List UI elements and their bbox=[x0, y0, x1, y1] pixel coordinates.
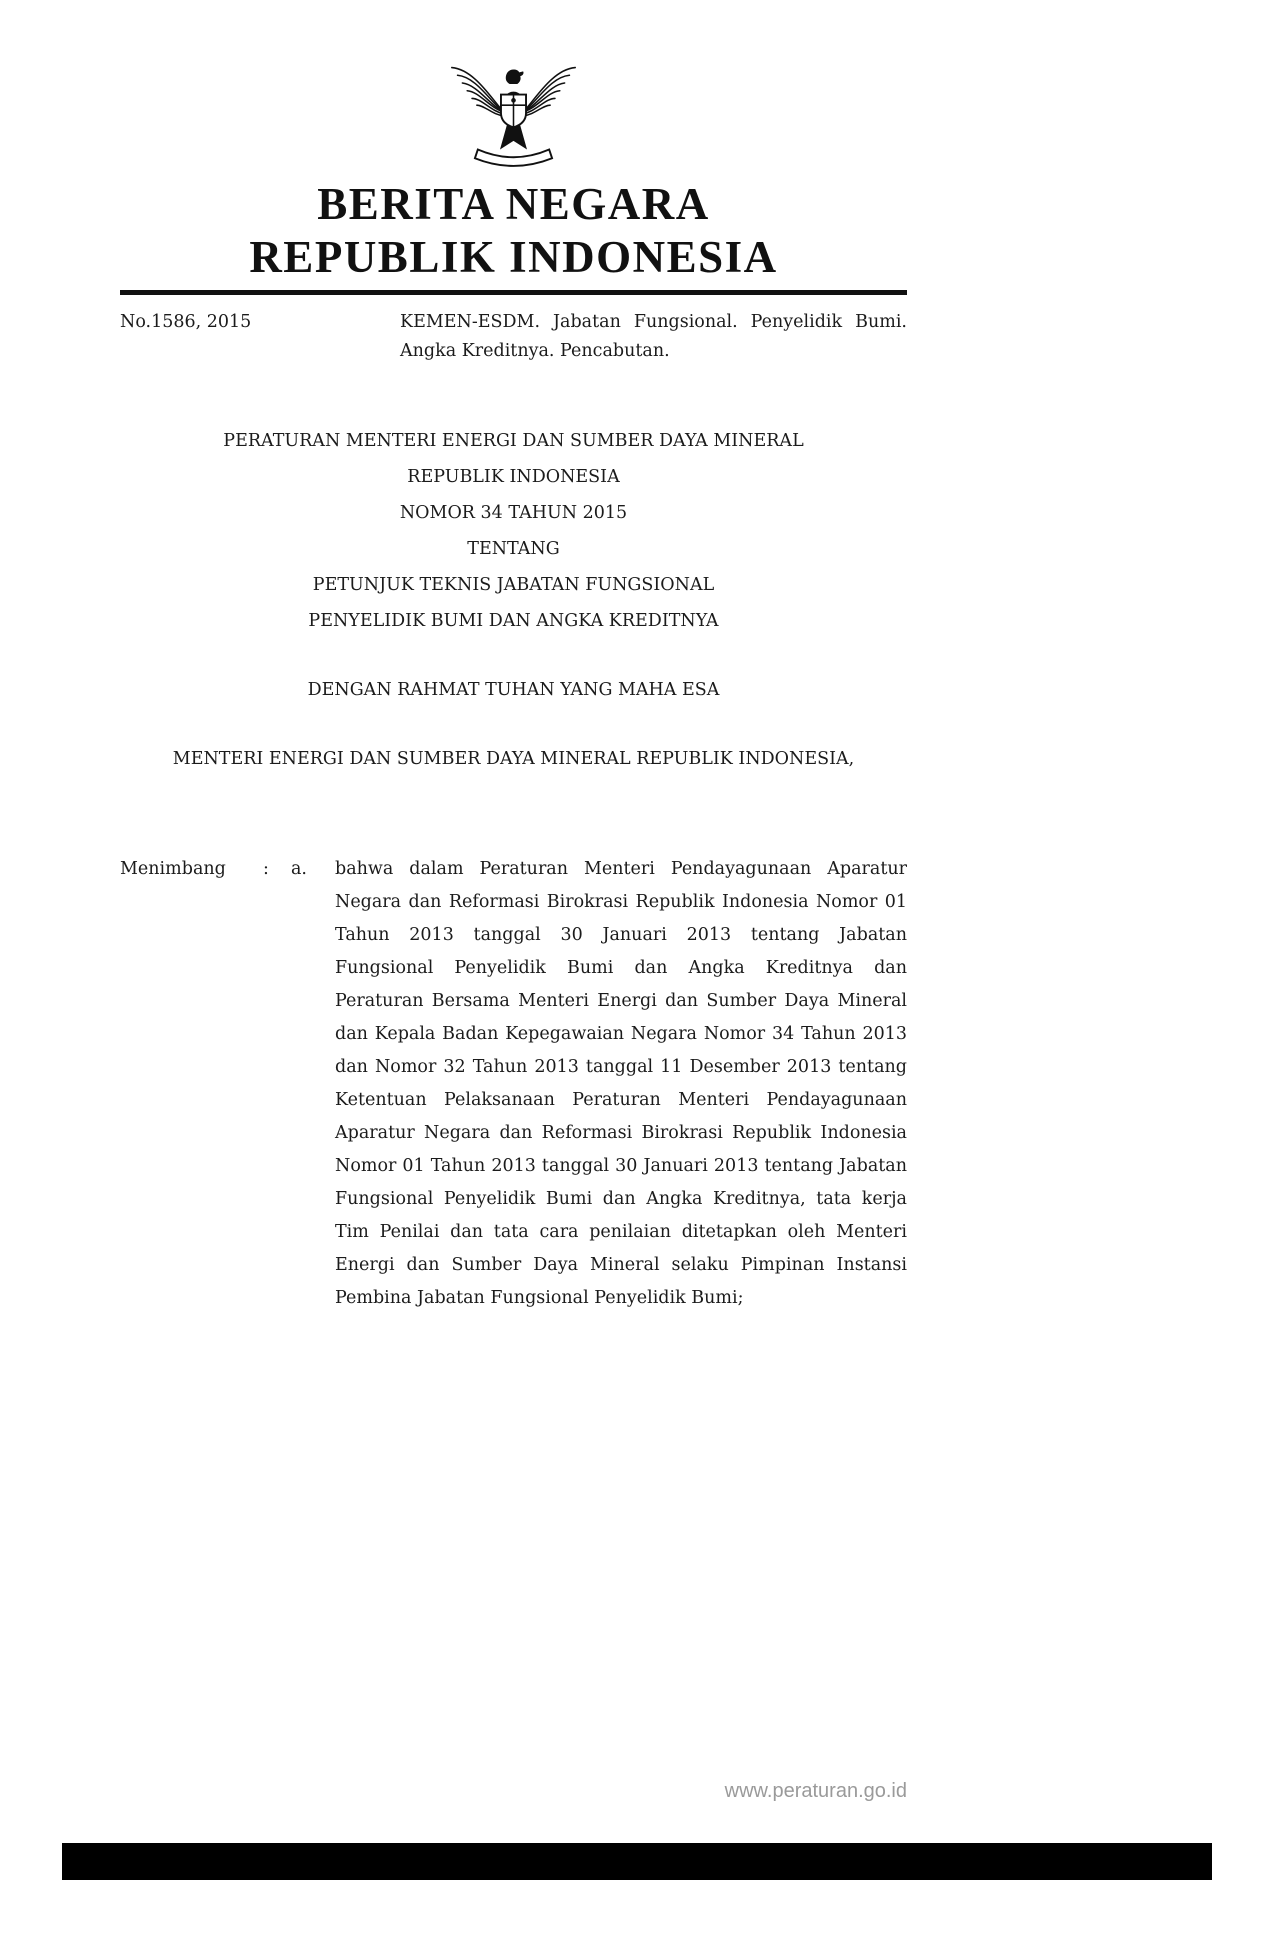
regulation-title-block bbox=[120, 423, 907, 639]
authority-line: MENTERI ENERGI DAN SUMBER DAYA MINERAL REPUBLIK INDONESIA, bbox=[172, 748, 855, 769]
considering-item-text: bahwa dalam Peraturan Menteri Pendayagunaan Aparatur Negara dan Reformasi Birokrasi Republik Indonesia Nomor 01 Tahun 2013 tanggal 30 Januari 2013 tentang Jabatan Fungsional Penyelidik Bumi dan Angka Kreditnya dan Peraturan Bersama Menteri Energi dan Sumber Daya Mineral dan Kepala Badan Kepegawaian Negara Nomor 34 Tahun 2013 dan Nomor 32 Tahun 2013 tanggal 11 Desember 2013 tentang Ketentuan Pelaksanaan Peraturan Menteri Pendayagunaan Aparatur Negara dan Reformasi Birokrasi Republik Indonesia Nomor 01 Tahun 2013 tanggal 30 Januari 2013 tentang Jabatan Fungsional Penyelidik Bumi dan Angka Kreditnya, tata kerja Tim Penilai dan tata cara penilaian ditetapkan oleh Menteri Energi dan Sumber Daya Mineral selaku Pimpinan Instansi Pembina Jabatan Fungsional Penyelidik Bumi; bbox=[335, 858, 907, 1308]
issue-subject: KEMEN-ESDM. Jabatan Fungsional. Penyelidik Bumi. Angka Kreditnya. Pencabutan. bbox=[400, 312, 907, 361]
issue-number: No.1586, 2015 bbox=[120, 312, 252, 333]
emblem-wrap bbox=[120, 0, 907, 172]
masthead bbox=[120, 178, 907, 283]
footer-url-link[interactable]: www.peraturan.go.id bbox=[724, 1780, 907, 1802]
title-line-2: REPUBLIK INDONESIA bbox=[407, 466, 620, 487]
garuda-pancasila-emblem-icon bbox=[446, 153, 581, 172]
invocation-line: DENGAN RAHMAT TUHAN YANG MAHA ESA bbox=[307, 679, 720, 700]
issue-row bbox=[120, 308, 907, 365]
considering-label: Menimbang bbox=[120, 858, 226, 879]
considering-colon: : bbox=[263, 858, 269, 879]
title-line-3: NOMOR 34 TAHUN 2015 bbox=[399, 502, 628, 523]
title-line-6: PENYELIDIK BUMI DAN ANGKA KREDITNYA bbox=[308, 610, 719, 631]
masthead-line-2: REPUBLIK INDONESIA bbox=[249, 231, 778, 282]
considering-block bbox=[120, 853, 907, 1315]
title-line-4: TENTANG bbox=[467, 538, 560, 559]
considering-item-letter: a. bbox=[291, 858, 307, 879]
footer-bar bbox=[62, 1843, 1212, 1880]
title-line-5: PETUNJUK TEKNIS JABATAN FUNGSIONAL bbox=[312, 574, 715, 595]
page-content bbox=[120, 0, 907, 1315]
masthead-line-1: BERITA NEGARA bbox=[317, 179, 710, 229]
title-line-1: PERATURAN MENTERI ENERGI DAN SUMBER DAYA MINERAL bbox=[223, 430, 804, 451]
masthead-rule bbox=[120, 290, 907, 295]
